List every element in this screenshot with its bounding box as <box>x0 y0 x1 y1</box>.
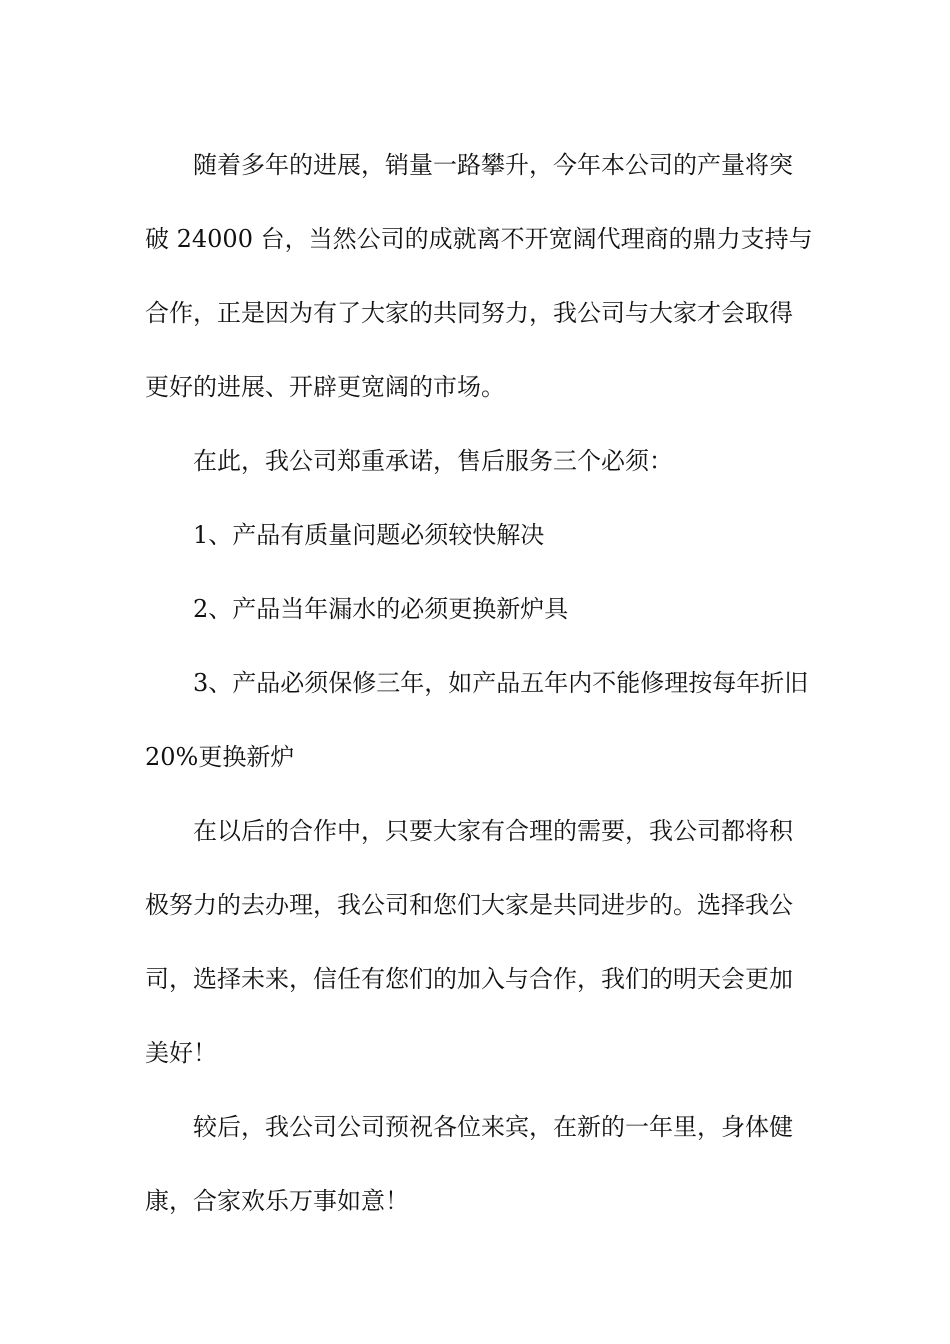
text-line: 合作，正是因为有了大家的共同努力，我公司与大家才会取得 <box>145 299 793 327</box>
text-line: 20%更换新炉 <box>145 743 295 771</box>
text-line: 司，选择未来，信任有您们的加入与合作，我们的明天会更加 <box>145 965 793 993</box>
paragraph-item-1 <box>145 498 805 572</box>
text-line: 1、产品有质量问题必须较快解决 <box>193 521 545 549</box>
text-line: 随着多年的进展，销量一路攀升，今年本公司的产量将突 <box>193 151 793 179</box>
paragraph-intro <box>145 128 813 424</box>
text-line: 在以后的合作中，只要大家有合理的需要，我公司都将积 <box>193 817 793 845</box>
text-line: 2、产品当年漏水的必须更换新炉具 <box>193 595 569 623</box>
text-line: 破 24000 台，当然公司的成就离不开宽阔代理商的鼎力支持与 <box>145 225 813 253</box>
text-line: 更好的进展、开辟更宽阔的市场。 <box>145 373 505 401</box>
text-line: 康，合家欢乐万事如意！ <box>145 1187 409 1215</box>
document-body <box>145 128 813 1238</box>
text-line: 较后，我公司公司预祝各位来宾，在新的一年里，身体健 <box>193 1113 793 1141</box>
paragraph-item-3 <box>145 646 809 794</box>
text-line: 美好！ <box>145 1039 217 1067</box>
text-line: 在此，我公司郑重承诺，售后服务三个必须： <box>193 447 673 475</box>
paragraph-promise <box>145 424 805 498</box>
paragraph-item-2 <box>145 572 805 646</box>
paragraph-cooperation <box>145 794 805 1090</box>
text-line: 3、产品必须保修三年，如产品五年内不能修理按每年折旧 <box>193 669 809 697</box>
paragraph-closing <box>145 1090 805 1238</box>
text-line: 极努力的去办理，我公司和您们大家是共同进步的。选择我公 <box>145 891 793 919</box>
